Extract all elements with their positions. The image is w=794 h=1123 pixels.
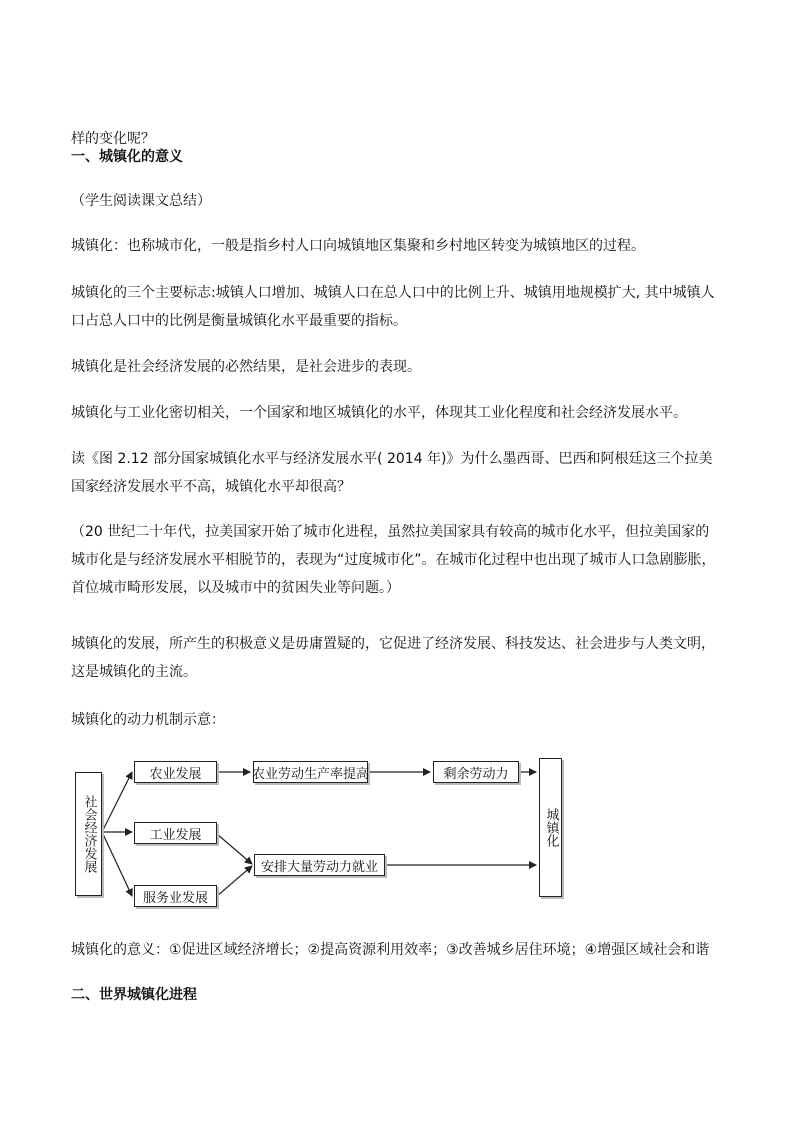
paragraph-definition: 城镇化：也称城市化，一般是指乡村人口向城镇地区集聚和乡村地区转变为城镇地区的过程。 xyxy=(71,238,645,254)
node-label: 剩余劳动力 xyxy=(443,766,509,782)
node-urbanization xyxy=(539,758,562,897)
urbanization-driving-mechanism-diagram xyxy=(70,752,570,912)
node-label: 工业发展 xyxy=(149,827,202,843)
section-heading-2: 二、世界城镇化进程 xyxy=(71,987,197,1003)
paragraph-inevitable-result: 城镇化是社会经济发展的必然结果，是社会进步的表现。 xyxy=(71,359,421,375)
node-employment xyxy=(254,854,385,876)
node-label: 社会经济发展 xyxy=(81,795,97,873)
text-continuation: 样的变化呢？ xyxy=(71,131,155,147)
section-heading-1: 一、城镇化的意义 xyxy=(71,149,183,165)
paragraph-significance-summary: 城镇化的意义：①促进区域经济增长；②提高资源利用效率；③改善城乡居住环境；④增强区域社会和谐 xyxy=(71,942,710,958)
node-industry-development xyxy=(134,822,217,844)
paragraph-diagram-caption: 城镇化的动力机制示意： xyxy=(71,712,225,728)
node-surplus-labor xyxy=(433,761,519,783)
paragraph-student-note: （学生阅读课文总结） xyxy=(71,193,211,209)
node-label: 农业劳动生产率提高 xyxy=(252,766,370,782)
node-label: 安排大量劳动力就业 xyxy=(260,859,378,875)
node-label: 农业发展 xyxy=(149,766,202,782)
paragraph-three-signs: 城镇化的三个主要标志:城镇人口增加、城镇人口在总人口中的比例上升、城镇用地规模扩大, 其中城镇人口占总人口中的比例是衡量城镇化水平最重要的指标。 xyxy=(71,285,715,329)
node-label: 城镇化 xyxy=(543,808,559,847)
node-service-development xyxy=(134,885,217,907)
paragraph-mainstream: 城镇化的发展，所产生的积极意义是毋庸置疑的，它促进了经济发展、科技发达、社会进步与人类文明，这是城镇化的主流。 xyxy=(71,636,715,680)
node-agriculture-development xyxy=(134,761,217,783)
node-productivity-increase xyxy=(253,761,368,783)
paragraph-industrialization: 城镇化与工业化密切相关，一个国家和地区城镇化的水平，体现其工业化程度和社会经济发展水平。 xyxy=(71,405,687,421)
node-social-economic-development xyxy=(75,772,102,896)
paragraph-latin-america-answer: （20 世纪二十年代，拉美国家开始了城市化进程，虽然拉美国家具有较高的城市化水平，但拉美国家的城市化是与经济发展水平相脱节的，表现为“过度城市化”。在城市化过程中也出现了城市人口急剧膨胀，首位城市畸形发展，以及城市中的贫困失业等问题。） xyxy=(71,524,716,596)
paragraph-figure-question: 读《图 2.12 部分国家城镇化水平与经济发展水平( 2014 年)》为什么墨西哥、巴西和阿根廷这三个拉美国家经济发展水平不高，城镇化水平却很高？ xyxy=(71,451,713,495)
node-label: 服务业发展 xyxy=(142,890,208,906)
